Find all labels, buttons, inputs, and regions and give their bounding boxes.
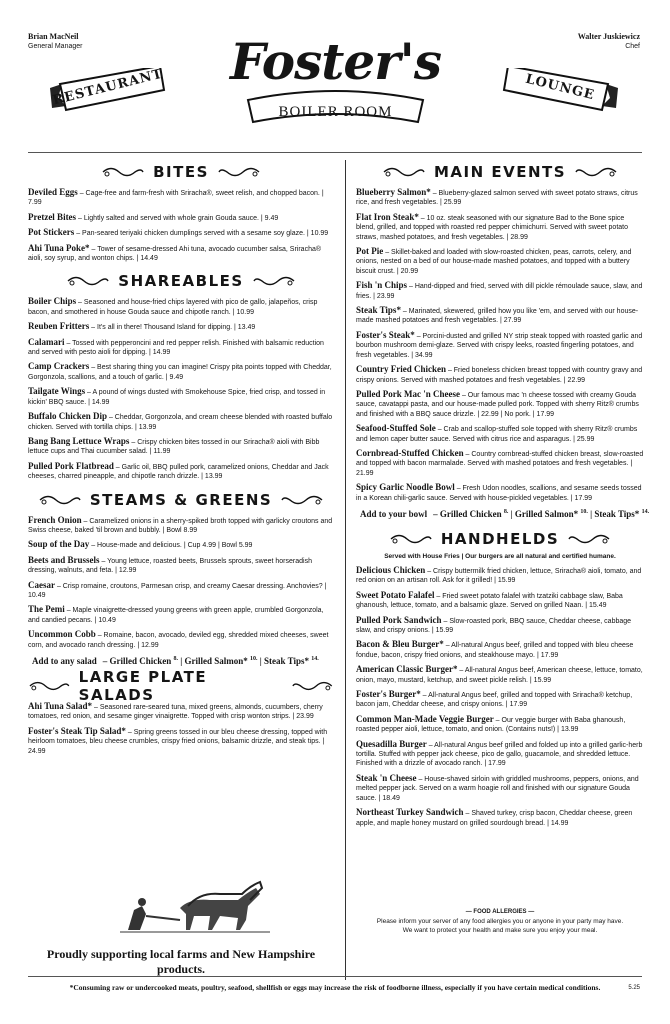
- menu-item-description: – Fried boneless chicken breast topped with country gravy and crispy onions. Served with mashed potatoes and fresh vegetables. | 22.99: [356, 367, 643, 384]
- menu-item-description: – Tower of sesame-dressed Ahi tuna, avocado cucumber salsa, Sriracha® aioli, soy syrup, and wonton chips. | 14.49: [28, 245, 322, 263]
- menu-item: [356, 247, 644, 276]
- main-events-title: MAIN EVENTS: [433, 163, 567, 181]
- swirl-ornament-icon: [217, 165, 261, 179]
- addon-option-price: 8.: [173, 656, 179, 662]
- menu-item-description: – Pan-seared teriyaki chicken dumplings served with a sesame soy glaze. | 10.99: [74, 230, 329, 238]
- menu-item-name: Uncommon Cobb: [28, 629, 96, 640]
- addon-label: Add to any salad: [32, 656, 97, 666]
- menu-item: [28, 322, 334, 332]
- menu-item-name: Caesar: [28, 579, 55, 590]
- menu-item-name: Foster's Burger*: [356, 689, 421, 700]
- manager-title: General Manager: [28, 43, 83, 50]
- menu-item: [356, 690, 644, 710]
- swirl-ornament-icon: [382, 165, 426, 179]
- menu-item-description: – Country cornbread-stuffed chicken breast, slow-roasted and topped with bacon marmalade. Served with mashed potatoes and fresh vegetables. | 21.99: [356, 450, 644, 477]
- menu-item-description: – Fried sweet potato falafel with tzatziki cabbage slaw, Baba ghanoush, lettuce, tomato, and a balsamic glaze. Served on grilled Naan. | 15.49: [356, 592, 623, 610]
- menu-item-description: – Marinated, skewered, grilled how you like 'em, and served with our house-made mashed potatoes and fresh vegetables. | 27.99: [356, 308, 639, 325]
- handhelds-title: HANDHELDS: [440, 529, 560, 548]
- logo-subtitle: BOILER ROOM: [278, 104, 393, 120]
- menu-item-description: – All-natural Angus beef, grilled and topped with Sriracha® ketchup, bacon jam, Cheddar cheese, and crispy onions. | 17.99: [356, 692, 633, 709]
- addon-separator: –: [433, 508, 440, 519]
- addon-separator: |: [257, 656, 265, 666]
- menu-item: [28, 630, 334, 650]
- menu-item-description: – Romaine, bacon, avocado, deviled egg, shredded mixed cheeses, sweet corn, and avocado ranch dressing. | 12.99: [28, 632, 329, 649]
- section-header: [28, 269, 334, 293]
- addon-option: [594, 509, 649, 519]
- menu-item: [356, 483, 644, 503]
- menu-item-name: Foster's Steak*: [356, 329, 415, 340]
- menu-item: [28, 387, 334, 407]
- addon-option-label: Grilled Salmon*: [184, 656, 248, 666]
- menu-item-name: Fish 'n Chips: [356, 280, 408, 291]
- menu-item-name: Country Fried Chicken: [356, 364, 446, 375]
- bites-title: BITES: [153, 163, 209, 181]
- menu-item-description: – Crispy chicken bites tossed in our Sriracha® aioli with Bibb lettuce cups and Thai cucumber salad. | 11.99: [28, 438, 320, 456]
- menu-item: [356, 281, 644, 301]
- addon-option: [110, 656, 179, 666]
- allergy-line-1: Please inform your server of any food allergies you or anyone in your party may have.: [376, 918, 624, 925]
- swirl-ornament-icon: [28, 679, 71, 693]
- steams-greens-section: [28, 488, 334, 666]
- menu-item: [28, 213, 334, 223]
- right-column: [356, 160, 650, 834]
- menu-item-name: Beets and Brussels: [28, 554, 100, 565]
- menu-item-name: Pot Stickers: [28, 227, 75, 238]
- menu-item-name: Pulled Pork Mac 'n Cheese: [356, 388, 460, 399]
- addon-option-price: 14.: [641, 508, 650, 515]
- menu-item-name: Bang Bang Lettuce Wraps: [28, 435, 130, 446]
- food-allergies-notice: [356, 908, 644, 935]
- menu-header: [0, 0, 670, 150]
- swirl-ornament-icon: [38, 493, 82, 507]
- menu-item-description: – Best sharing thing you can imagine! Crispy pita points topped with Cheddar, Gorgonzola, scallions, and a touch of garlic. | 9.49: [28, 364, 332, 381]
- menu-item: [28, 412, 334, 432]
- menu-item-description: – Crisp romaine, croutons, Parmesan crisp, and creamy Caesar dressing. Anchovies? | 10.49: [28, 582, 327, 599]
- menu-item: [28, 362, 334, 382]
- restaurant-banner: [48, 68, 168, 114]
- menu-item-description: – Hand-dipped and fried, served with dill pickle rémoulade sauce, slaw, and fries. | 23.99: [356, 283, 643, 300]
- menu-item-description: – All-natural Angus beef grilled and folded up into a grilled garlic-herb tortilla. Stuffed with pepper jack cheese, pico de gallo, guacamole, and shredded lettuce. Finished with a drizzle of avocado ranch. | 17.99: [356, 741, 643, 768]
- menu-item-name: The Pemi: [28, 604, 65, 615]
- restaurant-banner-label: RESTAURANT: [51, 66, 165, 109]
- section-header: [356, 527, 644, 551]
- menu-item-name: Quesadilla Burger: [356, 738, 427, 749]
- menu-item: [356, 424, 644, 444]
- addon-separator: |: [508, 508, 515, 519]
- menu-item: [356, 306, 644, 326]
- addon-option-price: 10.: [250, 656, 258, 662]
- menu-item-name: Buffalo Chicken Dip: [28, 411, 108, 422]
- consumer-advisory: *Consuming raw or undercooked meats, poultry, seafood, shellfish or eggs may increase the risk of foodborne illness, especially if you have certain medical conditions.: [69, 983, 601, 992]
- main-events-section: [356, 160, 650, 519]
- menu-item: [356, 740, 644, 769]
- menu-item-description: – Porcini-dusted and grilled NY strip steak topped with roasted garlic and bourbon mushroom demi-glaze. Served with crispy leeks, roasted fingerling potatoes, and fresh vegetables. | 34.99: [356, 332, 643, 359]
- menu-item: [356, 365, 644, 385]
- handhelds-section: [356, 527, 644, 828]
- addon-option-price: 8.: [503, 508, 509, 515]
- menu-item-description: – All-natural Angus beef, American cheese, lettuce, tomato, onion, mayo, mustard, ketchup, and sweet pickle relish. | 15.99: [356, 667, 643, 684]
- addon-option-label: Grilled Chicken: [109, 656, 172, 666]
- menu-item-name: Ahi Tuna Poke*: [28, 242, 90, 253]
- swirl-ornament-icon: [280, 493, 324, 507]
- menu-item: [356, 715, 644, 735]
- handhelds-note: Served with House Fries | Our burgers are all natural and certified humane.: [384, 552, 616, 560]
- addon-option-label: Grilled Salmon*: [514, 508, 579, 519]
- menu-item: [28, 556, 334, 576]
- menu-item: [28, 228, 334, 238]
- menu-item-description: – A pound of wings dusted with Smokehouse Spice, fried crisp, and tossed in kickin' BBQ sauce. | 14.99: [28, 389, 326, 406]
- menu-item-name: Pretzel Bites: [28, 211, 77, 222]
- menu-item-name: Common Man-Made Veggie Burger: [356, 713, 494, 724]
- menu-item-description: – Seasoned rare-seared tuna, mixed greens, almonds, cucumbers, cherry tomatoes, red onion, and sesame ginger vinaigrette. Topped with crisp wonton strips. | 23.99: [28, 704, 323, 721]
- menu-item-name: Reuben Fritters: [28, 321, 90, 332]
- local-farms-tagline: Proudly supporting local farms and New Hampshire products.: [46, 947, 316, 976]
- menu-item-description: – House-shaved sirloin with griddled mushrooms, peppers, onions, and melted pepper jack. Served on a warm hoagie roll and finished with our signature Gouda sauce. | 18.49: [356, 775, 639, 802]
- section-header: [28, 488, 334, 512]
- logo-wordmark: Foster's: [230, 32, 441, 91]
- menu-item-name: Boiler Chips: [28, 296, 77, 307]
- menu-item-description: – Cage-free and farm-fresh with Sriracha®, sweet relish, and chopped bacon. | 7.99: [28, 190, 324, 207]
- section-header: [28, 668, 334, 704]
- menu-item: [28, 437, 334, 457]
- shareables-title: SHAREABLES: [118, 272, 244, 291]
- lounge-banner: [500, 68, 620, 114]
- menu-item: [356, 774, 644, 803]
- allergy-line-2: We want to protect your health and make sure you enjoy your meal.: [402, 927, 598, 934]
- menu-item: [356, 640, 644, 660]
- salad-addons: [32, 656, 334, 666]
- menu-item-description: – Shaved turkey, crisp bacon, Cheddar cheese, green apple, and maple honey mustard on grilled sourdough bread. | 14.99: [356, 810, 633, 827]
- addon-separator: |: [587, 508, 595, 519]
- shareables-section: [28, 269, 334, 481]
- menu-item-description: – Crab and scallop-stuffed sole topped with sherry Ritz® crumbs and lemon caper butter sauce. Served with citrus rice and asparagus. | 25.99: [356, 426, 638, 443]
- menu-item: [356, 808, 644, 828]
- bowl-addons: [360, 508, 650, 519]
- menu-item-name: Camp Crackers: [28, 361, 90, 372]
- menu-item-description: – Fresh Udon noodles, scallions, and sesame seeds tossed in a Korean chili-garlic sauce. Served with house-pickled vegetables. | 17.99: [356, 485, 642, 502]
- swirl-ornament-icon: [291, 679, 334, 693]
- menu-item-name: Pulled Pork Sandwich: [356, 614, 442, 625]
- menu-item-description: – Tossed with pepperoncini and red pepper relish. Finished with balsamic reduction and served with pesto aioli for dipping. | 14.99: [28, 339, 324, 357]
- addon-option: [440, 509, 509, 519]
- menu-item-description: – Maple vinaigrette-dressed young greens with green apple, crumbled Gorgonzola, and candied pecans. | 10.49: [28, 607, 324, 624]
- menu-item-name: Delicious Chicken: [356, 564, 426, 575]
- large-plate-salads-title: LARGE PLATE SALADS: [78, 668, 208, 704]
- menu-item: [28, 727, 334, 756]
- menu-item-name: Steak 'n Cheese: [356, 772, 417, 783]
- swirl-ornament-icon: [574, 165, 618, 179]
- menu-item: [28, 462, 334, 482]
- menu-item-name: Pulled Pork Flatbread: [28, 460, 114, 471]
- footer-divider: [28, 976, 642, 977]
- menu-item: [356, 449, 644, 478]
- menu-item-description: – Crispy buttermilk fried chicken, lettuce, Sriracha® aioli, tomato, and red onion on an artisan roll. Ask for it grilled! | 15.99: [356, 567, 642, 585]
- menu-item-description: – Lightly salted and served with whole grain Gouda sauce. | 9.49: [76, 214, 279, 222]
- menu-item-name: Tailgate Wings: [28, 386, 86, 397]
- menu-item: [356, 591, 644, 611]
- menu-item-name: Calamari: [28, 336, 65, 347]
- menu-item-description: – 10 oz. steak seasoned with our signature Bad to the Bone spice blend, grilled, and topped with roasted red pepper chimichurri. Served with sweet potato straws, mashed potatoes, and fresh vegetables. | 28.99: [356, 214, 628, 241]
- menu-item: [28, 540, 334, 550]
- steams-greens-title: STEAMS & GREENS: [89, 490, 273, 509]
- menu-item-name: Ahi Tuna Salad*: [28, 701, 93, 711]
- menu-item-name: Seafood-Stuffed Sole: [356, 423, 436, 434]
- menu-item-description: – Young lettuce, roasted beets, Brussels sprouts, sweet horseradish dressing, walnuts, and feta. | 12.99: [28, 557, 312, 575]
- swirl-ornament-icon: [567, 532, 611, 546]
- menu-item-name: Steak Tips*: [356, 305, 401, 316]
- menu-item-description: – House-made and delicious. | Cup 4.99 | Bowl 5.99: [89, 542, 253, 550]
- menu-item-description: – Garlic oil, BBQ pulled pork, caramelized onions, Cheddar and Jack cheeses, charred pineapple, and chipotle ranch drizzle. | 13.99: [28, 463, 329, 481]
- menu-item-name: Foster's Steak Tip Salad*: [28, 725, 126, 736]
- menu-item: [28, 581, 334, 601]
- menu-item-name: Blueberry Salmon*: [356, 187, 431, 197]
- bites-section: [28, 160, 334, 263]
- menu-item-description: – Spring greens tossed in our bleu cheese dressing, topped with heirloom tomatoes, bleu cheese crumbles, crispy fried onions, balsamic drizzle, and steak tips. | 24.99: [28, 728, 328, 755]
- menu-item-name: Cornbread-Stuffed Chicken: [356, 447, 464, 458]
- header-divider: [28, 152, 642, 153]
- menu-item-name: American Classic Burger*: [356, 664, 458, 675]
- menu-item-description: – All-natural Angus beef, grilled and topped with bleu cheese fondue, bacon, crispy fried onions, and steakhouse mayo. | 17.99: [356, 642, 634, 659]
- swirl-ornament-icon: [66, 274, 110, 288]
- chef-title: Chef: [625, 43, 640, 50]
- large-plate-salads-section: [28, 668, 334, 756]
- menu-item: [28, 605, 334, 625]
- menu-item-description: – Slow-roasted pork, BBQ sauce, Cheddar cheese, cabbage slaw, and crispy onions. | 15.99: [356, 617, 632, 634]
- menu-item-description: – Skillet-baked and loaded with slow-roasted chicken, peas, carrots, celery, and onions, nested on a bed of our house-made mashed potatoes, and topped with a buttery biscuit crust. | 20.99: [356, 249, 632, 275]
- addon-option-price: 14.: [311, 656, 319, 662]
- menu-item-description: – Our famous mac 'n cheese tossed with creamy Gouda sauce, cavatappi pasta, and our house-made pulled pork. Topped with sherry Ritz® crumbs and finished with a BBQ sauce drizzle. | 22.99 | No pork. | 17.99: [356, 391, 639, 418]
- lounge-banner-label: LOUNGE: [523, 71, 597, 104]
- menu-item-name: French Onion: [28, 514, 82, 525]
- addon-option-label: Steak Tips*: [264, 656, 309, 666]
- fosters-logo: [228, 22, 443, 130]
- left-column: [28, 160, 334, 762]
- chef-name: Walter Juskiewicz: [577, 32, 640, 41]
- addon-option-label: Steak Tips*: [594, 508, 640, 519]
- menu-item-description: – Seasoned and house-fried chips layered with pico de gallo, jalapeños, crisp bacon, and smothered in house Gouda sauce and chipotle ranch. | 10.99: [28, 299, 318, 316]
- allergy-title: — FOOD ALLERGIES —: [465, 909, 535, 915]
- swirl-ornament-icon: [101, 165, 145, 179]
- swirl-ornament-icon: [389, 532, 433, 546]
- menu-item-description: – Cheddar, Gorgonzola, and cream cheese blended with roasted buffalo chicken. Served with tortilla chips. | 13.99: [28, 414, 333, 431]
- addon-option: [185, 656, 258, 666]
- menu-item-name: Soup of the Day: [28, 539, 90, 550]
- menu-item-name: Bacon & Bleu Burger*: [356, 639, 444, 650]
- menu-item: [356, 390, 644, 419]
- swirl-ornament-icon: [252, 274, 296, 288]
- menu-item: [28, 338, 334, 358]
- menu-item: [28, 702, 334, 722]
- menu-item-name: Spicy Garlic Noodle Bowl: [356, 482, 455, 493]
- menu-item-name: Northeast Turkey Sandwich: [356, 807, 464, 818]
- section-header: [28, 160, 334, 184]
- menu-item: [356, 616, 644, 636]
- addon-option: [515, 509, 588, 519]
- addon-separator: –: [102, 656, 110, 666]
- menu-item: [28, 188, 334, 208]
- addon-separator: |: [178, 656, 185, 666]
- addon-option-label: Grilled Chicken: [439, 508, 502, 519]
- menu-item: [356, 566, 644, 586]
- menu-item-name: Sweet Potato Falafel: [356, 589, 435, 600]
- menu-item-name: Pot Pie: [356, 246, 384, 257]
- addon-option: [264, 656, 319, 666]
- manager-credit: [28, 32, 82, 52]
- menu-item-description: – It's all in there! Thousand Island for dipping. | 13.49: [89, 324, 256, 332]
- menu-item: [28, 516, 334, 536]
- section-header: [356, 160, 644, 184]
- menu-item: [356, 188, 644, 208]
- horse-plow-illustration: [120, 870, 270, 938]
- menu-item-description: – Our veggie burger with Baba ghanoush, roasted pepper aioli, lettuce, tomato, and onion. (Contains nuts!) | 13.99: [356, 716, 626, 734]
- chef-credit: [578, 32, 640, 52]
- menu-item-description: – Caramelized onions in a sherry-spiked broth topped with garlicky croutons and Swiss cheese, baked 'til brown and bubbly. | Bowl 8.99: [28, 517, 333, 534]
- column-divider: [345, 160, 346, 980]
- menu-item: [356, 665, 644, 685]
- menu-item-description: – Blueberry-glazed salmon served with sweet potato straws, citrus rice, and fresh vegetables. | 25.99: [356, 190, 638, 207]
- menu-item: [28, 297, 334, 317]
- menu-item: [28, 244, 334, 264]
- menu-item: [356, 213, 644, 242]
- menu-version: 5.25: [628, 985, 640, 991]
- menu-item-name: Flat Iron Steak*: [356, 211, 419, 222]
- menu-item: [356, 331, 644, 360]
- addon-option-price: 10.: [580, 508, 588, 515]
- addon-label: Add to your bowl: [360, 508, 428, 519]
- menu-item-name: Deviled Eggs: [28, 187, 78, 197]
- manager-name: Brian MacNeil: [28, 32, 79, 41]
